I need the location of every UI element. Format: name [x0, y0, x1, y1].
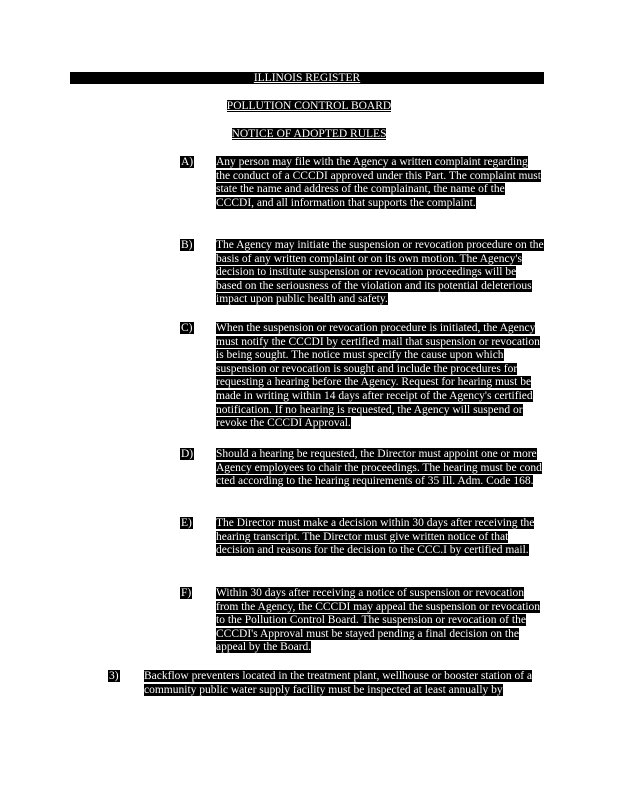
item-text: Any person may file with the Agency a written complaint regarding the conduct of a CCCDI approved under this Part. The complaint must state the name and address of the complainant, the name of the CCCDI, and all information that supports the complaint.: [216, 156, 541, 209]
item-text: When the suspension or revocation procedure is initiated, the Agency must notify the CCCDI by certified mail that suspension or revocation is being sought. The notice must specify the cause upon which suspension or revocation is sought and include the procedures for requesting a hearing before the Agency. Request for hearing must be made in writing within 14 days after receipt of the Agency's certified notification. If no hearing is requested, the Agency will suspend or revoke the CCCDI Approval.: [216, 322, 540, 430]
item-text: Within 30 days after receiving a notice of suspension or revocation from the Agency, the CCCDI may appeal the suspension or revocation to the Pollution Control Board. The suspension or revocation of the CCCDI's Approval must be stayed pending a final decision on the appeal by the Board.: [216, 587, 541, 654]
notice-title-line: [0, 127, 618, 141]
item-label: A): [181, 156, 194, 168]
register-title: ILLINOIS REGISTER: [70, 72, 544, 84]
item-label: E): [181, 517, 192, 529]
board-title: POLLUTION CONTROL BOARD: [226, 100, 392, 112]
item-text: The Agency may initiate the suspension or revocation procedure on the basis of any written complaint or on its own motion. The Agency's decision to institute suspension or revocation proceedings will be based on the seriousness of the violation and its potential deleterious impact upon public health and safety.: [216, 239, 544, 306]
item-text: The Director must make a decision within 30 days after receiving the hearing transcript. The Director must give written notice of that decision and reasons for the decision to the CCC.I by certified mail.: [216, 517, 535, 557]
notice-title: NOTICE OF ADOPTED RULES: [231, 128, 387, 140]
item-label: D): [181, 448, 194, 460]
item-text: Should a hearing be requested, the Director must appoint one or more Agency employees to chair the proceedings. The hearing must be cond cted according to the hearing requirements of 35 Ill. Adm. Code 168.: [216, 448, 542, 488]
section-3-text: Backflow preventers located in the treatment plant, wellhouse or booster station of a community public water supply facility must be inspected at least annually by: [144, 670, 533, 696]
item-label: F): [181, 587, 192, 599]
section-3-label: 3): [109, 670, 119, 682]
board-title-line: [0, 99, 618, 113]
item-label: C): [181, 322, 193, 334]
item-label: B): [181, 239, 193, 251]
